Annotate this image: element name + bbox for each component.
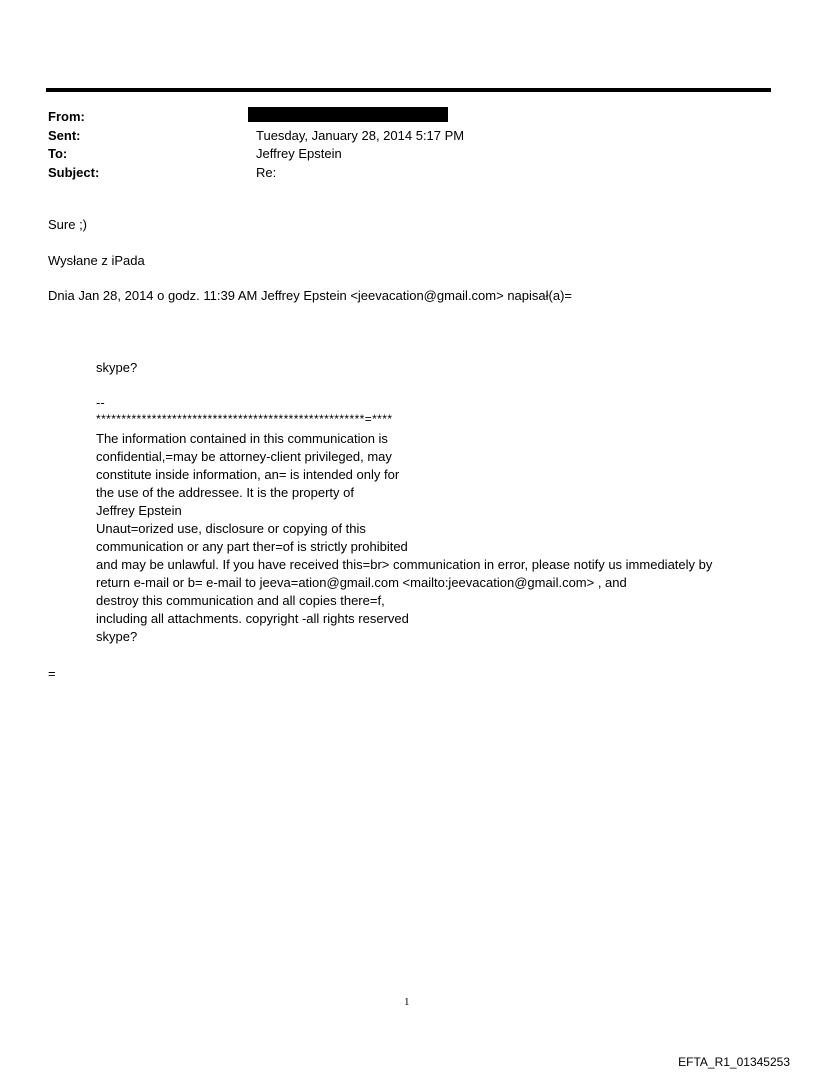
quote-intro: Dnia Jan 28, 2014 o godz. 11:39 AM Jeffrey Epstein <jeevacation@gmail.com> napisał(a)= [48, 288, 572, 303]
document-id: EFTA_R1_01345253 [678, 1055, 790, 1069]
quoted-message: skype? [96, 360, 138, 375]
disclaimer-line: Unaut=orized use, disclosure or copying of this [96, 521, 366, 536]
disclaimer-line: skype? [96, 629, 138, 644]
reply-text: Sure ;) [48, 217, 88, 232]
disclaimer-line: the use of the addressee. It is the property of [96, 485, 354, 500]
subject-label: Subject: [48, 164, 100, 180]
disclaimer-line: including all attachments. copyright -all rights reserved [96, 611, 409, 626]
sent-label: Sent: [48, 127, 81, 143]
trailer-text: = [48, 666, 56, 681]
star-divider: *****************************************************=**** [96, 412, 393, 426]
redaction-box [248, 107, 448, 122]
disclaimer-line: confidential,=may be attorney-client privileged, may [96, 449, 392, 464]
subject-value: Re: [256, 164, 277, 180]
disclaimer-line: Jeffrey Epstein [96, 503, 182, 518]
to-label: To: [48, 146, 68, 161]
disclaimer-block [96, 430, 712, 646]
sent-value: Tuesday, January 28, 2014 5:17 PM [256, 127, 465, 143]
disclaimer-line: return e-mail or b= e-mail to jeeva=ation@gmail.com <mailto:jeevacation@gmail.com> , and [96, 575, 627, 590]
disclaimer-line: communication or any part ther=of is strictly prohibited [96, 539, 408, 554]
sig-separator: -- [96, 395, 105, 410]
header-rule [46, 88, 771, 92]
from-label: From: [48, 109, 85, 124]
disclaimer-line: constitute inside information, an= is intended only for [96, 467, 400, 482]
page-number: 1 [404, 996, 410, 1008]
signature-text: Wysłane z iPada [48, 253, 145, 268]
disclaimer-line: The information contained in this communication is [96, 431, 388, 446]
disclaimer-line: and may be unlawful. If you have received this=br> communication in error, please notify us immediately by [96, 557, 713, 572]
to-value: Jeffrey Epstein [256, 146, 342, 161]
disclaimer-line: destroy this communication and all copies there=f, [96, 593, 385, 608]
